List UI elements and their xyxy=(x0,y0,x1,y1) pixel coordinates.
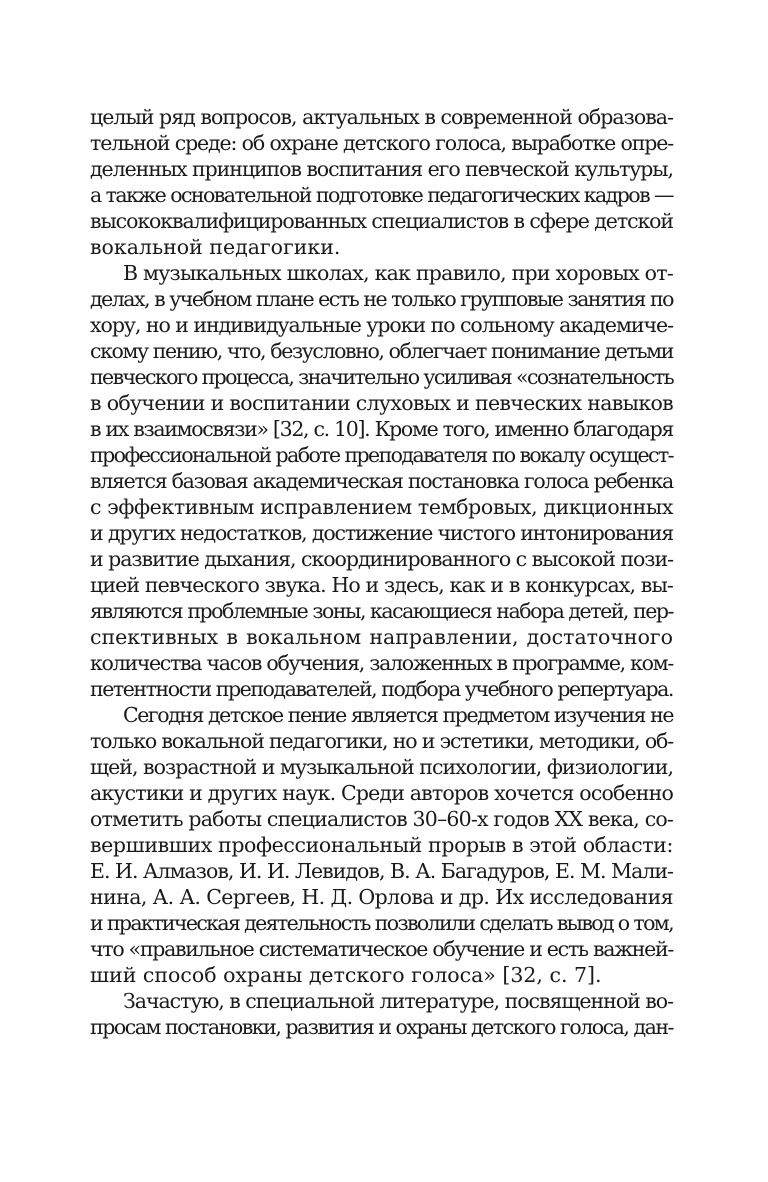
text-line: и практическая деятельность позволили сделать вывод о том, xyxy=(90,911,673,935)
paragraph-p2 xyxy=(90,260,673,702)
text-line: и развитие дыхания, скоординированного с высокой пози- xyxy=(90,547,673,571)
text-line: вляется базовая академическая постановка голоса ребенка xyxy=(90,469,673,493)
paragraph-p3 xyxy=(90,702,673,988)
text-line: в обучении и воспитании слуховых и певческих навыков xyxy=(90,391,673,415)
book-page xyxy=(90,104,673,1040)
text-line: ший способ охраны детского голоса» [32, с. 7]. xyxy=(90,963,602,987)
text-line: вокальной педагогики. xyxy=(90,235,341,259)
text-line: В музыкальных школах, как правило, при хоровых от- xyxy=(123,261,673,285)
text-line: деленных принципов воспитания его певческой культуры, xyxy=(90,157,673,181)
text-line: щей, возрастной и музыкальной психологии, физиологии, xyxy=(90,755,673,779)
text-line: целый ряд вопросов, актуальных в современной образова- xyxy=(90,105,673,129)
text-line: хору, но и индивидуальные уроки по сольному академиче- xyxy=(90,313,673,337)
text-line: отметить работы специалистов 30–60-х годов XX века, со- xyxy=(90,807,673,831)
paragraph-p1 xyxy=(90,104,673,260)
text-line: цией певческого звука. Но и здесь, как и в конкурсах, вы- xyxy=(90,573,673,597)
text-line: профессиональной работе преподавателя по вокалу осущест- xyxy=(90,443,673,467)
text-line: нина, А. А. Сергеев, Н. Д. Орлова и др. Их исследования xyxy=(90,885,673,909)
text-line: Е. И. Алмазов, И. И. Левидов, В. А. Багадуров, Е. М. Мали- xyxy=(90,859,673,883)
text-line: петентности преподавателей, подбора учебного репертуара. xyxy=(90,677,673,701)
text-line: певческого процесса, значительно усиливая «сознательность xyxy=(90,365,673,389)
text-line: Зачастую, в специальной литературе, посвященной во- xyxy=(123,989,673,1013)
text-line: вершивших профессиональный прорыв в этой области: xyxy=(90,833,673,857)
text-line: тельной среде: об охране детского голоса, выработке опре- xyxy=(90,131,673,155)
text-line: акустики и других наук. Среди авторов хочется особенно xyxy=(90,781,673,805)
text-line: что «правильное систематическое обучение и есть важней- xyxy=(90,937,673,961)
text-line: и других недостатков, достижение чистого интонирования xyxy=(90,521,673,545)
text-line: высококвалифицированных специалистов в сфере детской xyxy=(90,209,674,233)
text-line: просам постановки, развития и охраны детского голоса, дан- xyxy=(90,1015,673,1039)
text-line: спективных в вокальном направлении, достаточного xyxy=(90,625,673,649)
text-line: количества часов обучения, заложенных в программе, ком- xyxy=(90,651,673,675)
text-line: в их взаимосвязи» [32, с. 10]. Кроме того, именно благодаря xyxy=(90,417,673,441)
text-line: с эффективным исправлением тембровых, дикционных xyxy=(90,495,673,519)
text-line: являются проблемные зоны, касающиеся набора детей, пер- xyxy=(90,599,673,623)
text-line: делах, в учебном плане есть не только групповые занятия по xyxy=(90,287,673,311)
text-line: а также основательной подготовке педагогических кадров — xyxy=(90,183,673,207)
text-line: скому пению, что, безусловно, облегчает понимание детьми xyxy=(90,339,673,363)
text-line: Сегодня детское пение является предметом изучения не xyxy=(123,703,673,727)
paragraph-p4 xyxy=(90,988,673,1040)
text-line: только вокальной педагогики, но и эстетики, методики, об- xyxy=(90,729,673,753)
